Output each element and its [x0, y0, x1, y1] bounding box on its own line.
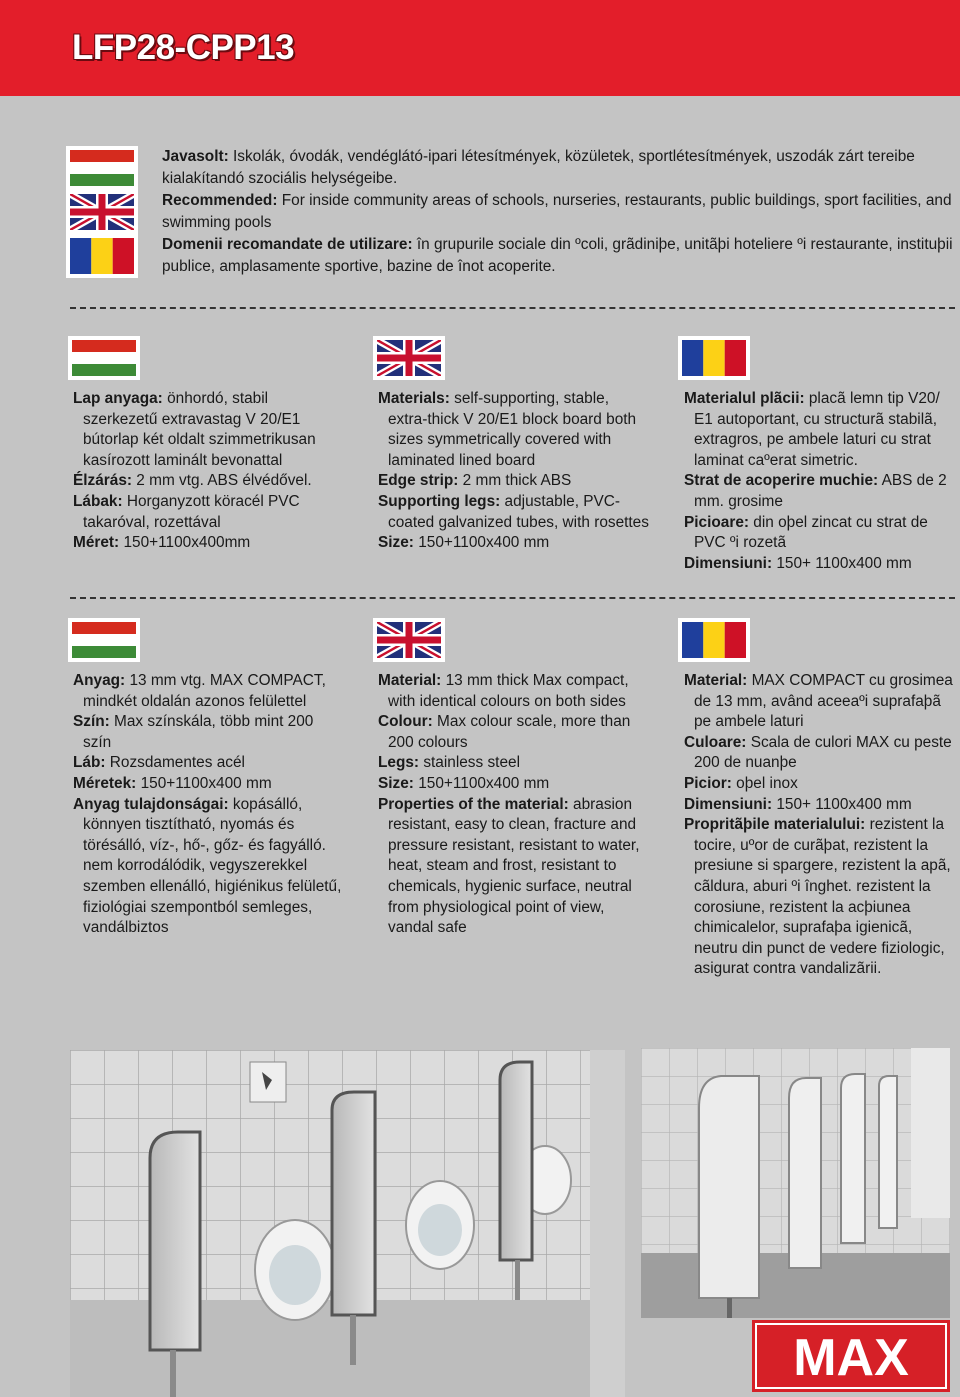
spec-item: Colour: Max colour scale, more than 200 colours [378, 713, 631, 751]
panel2-en-column [378, 671, 650, 939]
spec-item: Culoare: Scala de culori MAX cu peste 200 de nuanþe [684, 733, 952, 772]
intro-ro: Domenii recomandate de utilizare: în grupurile sociale din ºcoli, grãdiniþe, unitãþi hoteliere ºi restaurante, instituþii publice, amplasamente sportive, bazine de înot acoperite. [162, 236, 953, 275]
panel1-en-column [378, 389, 650, 554]
page-title: LFP28-CPP13 [72, 28, 295, 67]
intro-hu: Javasolt: Iskolák, óvodák, vendéglátó-ipari létesítmények, közületek, sportlétesítmények, uszodák zárt tereibe kialakítandó szociális helységeibe. [162, 148, 915, 187]
hungarian-flag-icon [66, 146, 138, 190]
spec-item: Lap anyaga: önhordó, stabil szerkezetű extravastag V 20/E1 bútorlap két oldalt szimmetrikusan kasírozott laminált bevonattal [73, 390, 316, 469]
uk-flag-icon [66, 190, 138, 234]
max-logo [752, 1320, 950, 1392]
spec-item: Materialul plãcii: placã lemn tip V20/ E1 autoportant, cu structurã stabilã, extragros, pe ambele laturi cu strat laminat caºerat simetric. [684, 390, 940, 469]
spec-item: Materials: self-supporting, stable, extra-thick V 20/E1 block board both sizes symmetrically covered with laminated lined board [378, 390, 637, 469]
spec-item: Material: 13 mm thick Max compact, with identical colours on both sides [378, 672, 629, 710]
spec-item: Méretek: 150+1100x400 mm [73, 774, 272, 792]
panel1-ro-column [684, 389, 956, 574]
hungarian-flag-icon [68, 336, 140, 380]
spec-item: Propritãþile materialului: rezistent la tocire, uºor de curãþat, rezistent la presiune si spargere, rezistent la apã, cãldura, aburi ºi înghet. rezistent la corosiune, rezistent la acþiunea chimicalelor, suprafaþa igienicã, neutru din punct de vedere fiziologic, asigurat contra vandalizãrii. [684, 816, 951, 978]
urinal-partitions-photo-right [641, 1048, 950, 1318]
spec-item: Anyag: 13 mm vtg. MAX COMPACT, mindkét oldalán azonos felülettel [73, 672, 326, 710]
spec-item: Szín: Max színskála, több mint 200 szín [73, 713, 314, 751]
spec-item: Dimensiuni: 150+ 1100x400 mm [684, 554, 912, 572]
uk-flag-icon [373, 618, 445, 662]
spec-item: Lábak: Horganyzott köracél PVC takaróval, rozettával [73, 492, 300, 531]
spec-item: Picioare: din oþel zincat cu strat de PVC ºi rozetã [684, 513, 928, 552]
intro-en: Recommended: For inside community areas of schools, nurseries, restaurants, public buildings, sport facilities, and swimming pools [162, 192, 952, 231]
spec-item: Material: MAX COMPACT cu grosimea de 13 mm, având aceeaºi suprafaþã pe ambele laturi [684, 672, 953, 731]
divider [70, 307, 955, 309]
spec-item: Dimensiuni: 150+ 1100x400 mm [684, 795, 912, 813]
spec-item: Láb: Rozsdamentes acél [73, 754, 245, 772]
urinal-partitions-photo-left [70, 1050, 625, 1397]
spec-item: Picior: oþel inox [684, 774, 798, 792]
logo-text: MAX [793, 1329, 909, 1387]
spec-item: Supporting legs: adjustable, PVC-coated galvanized tubes, with rosettes [378, 492, 649, 531]
header-bar [0, 0, 960, 96]
divider [70, 597, 955, 599]
romanian-flag-icon [678, 618, 750, 662]
spec-item: Edge strip: 2 mm thick ABS [378, 472, 572, 490]
spec-item: Méret: 150+1100x400mm [73, 534, 251, 552]
spec-item: Size: 150+1100x400 mm [378, 534, 550, 552]
romanian-flag-icon [678, 336, 750, 380]
spec-item: Properties of the material: abrasion resistant, easy to clean, fracture and pressure resistant, resistant to water, heat, steam and frost, resistant to chemicals, hygienic surface, neutral from physiological point of view, vandal safe [378, 795, 640, 937]
panel1-hu-column [73, 389, 345, 554]
spec-item: Legs: stainless steel [378, 754, 520, 772]
spec-item: Élzárás: 2 mm vtg. ABS élvédővel. [73, 472, 312, 490]
spec-item: Size: 150+1100x400 mm [378, 774, 550, 792]
uk-flag-icon [373, 336, 445, 380]
spec-item: Strat de acoperire muchie: ABS de 2 mm. grosime [684, 472, 947, 510]
spec-item: Anyag tulajdonságai: kopásálló, könnyen tisztítható, nyomás és törésálló, víz-, hő-, gőz- és fagyálló. nem korrodálódik, vegyszerekkel szemben ellenálló, higiénikus felületű, fiziológiai szempontból semleges, vandálbiztos [73, 795, 342, 937]
intro-text [162, 146, 957, 278]
panel2-ro-column [684, 671, 956, 980]
romanian-flag-icon [66, 234, 138, 278]
panel2-hu-column [73, 671, 345, 939]
hungarian-flag-icon [68, 618, 140, 662]
